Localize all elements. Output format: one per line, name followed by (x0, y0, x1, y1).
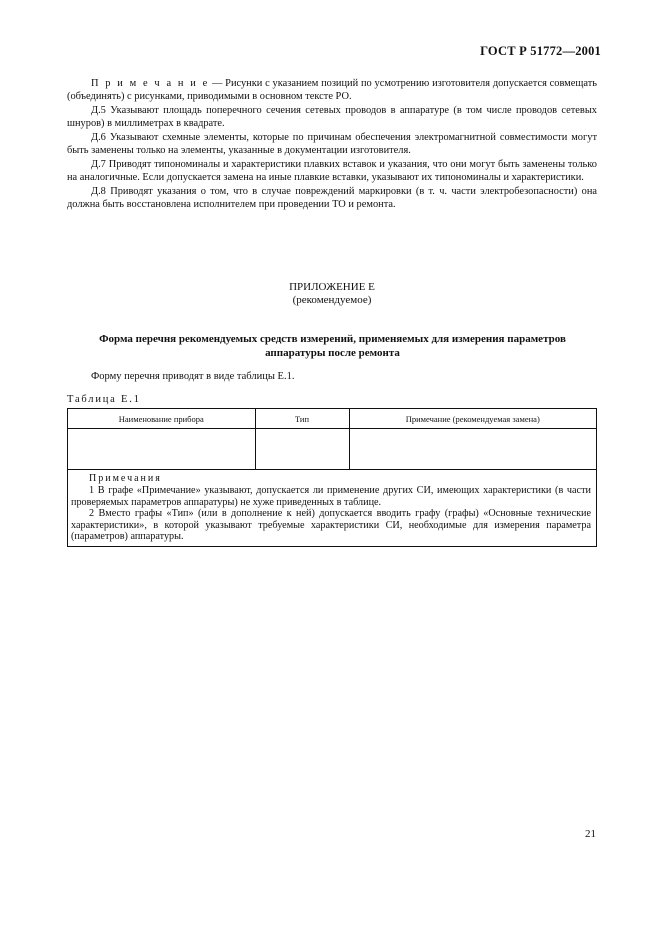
table-note-1: 1 В графе «Примечание» указывают, допускается ли применение других СИ, имеющих характеристики (в части проверяемых параметров аппаратуры) не хуже приведенных в таблице. (71, 485, 591, 508)
appendix-heading (67, 281, 597, 307)
paragraph-d8: Д.8 Приводят указания о том, что в случае повреждений маркировки (в т. ч. части электробезопасности) она должна быть восстановлена исполнителем при проведении ТО и ремонта. (67, 186, 597, 211)
instruments-table (68, 409, 596, 470)
table-notes-title: Примечания (89, 473, 162, 484)
table-e1 (67, 408, 597, 547)
paragraph-d5: Д.5 Указывают площадь поперечного сечения сетевых проводов в аппаратуре (в том числе проводов сетевых шнуров) в миллиметрах в квадрате. (67, 105, 597, 129)
table-header-row (68, 409, 596, 429)
paragraph-d6: Д.6 Указывают схемные элементы, которые по причинам обеспечения электромагнитной совместимости могут быть заменены только на элементы, указанные в документации изготовителя. (67, 132, 597, 156)
form-title: Форма перечня рекомендуемых средств измерений, применяемых для измерения параметров аппаратуры после ремонта (99, 333, 566, 359)
table-note-2: 2 Вместо графы «Тип» (или в дополнение к ней) допускается вводить графу (графы) «Основные технические характеристики», в которой указывают требуемые характеристики СИ, необходимые для измерения параметра (параметров) аппаратуры. (71, 508, 591, 543)
appendix-title: ПРИЛОЖЕНИЕ Е (289, 281, 375, 293)
note-paragraph (67, 78, 597, 104)
page-number: 21 (585, 828, 596, 840)
column-header-instrument-name: Наименование прибора (68, 409, 255, 429)
table-row (68, 429, 596, 470)
form-intro: Форму перечня приводят в виде таблицы Е.1. (91, 371, 295, 382)
document-code-header: ГОСТ Р 51772—2001 (480, 44, 601, 58)
table-cell (255, 429, 349, 470)
column-header-note: Примечание (рекомендуемая замена) (349, 409, 596, 429)
note-text: — Рисунки с указанием позиций по усмотрению изготовителя допускается совмещать (объединять) с рисунками, приводимыми в основном тексте РО. (67, 78, 597, 102)
table-cell (68, 429, 255, 470)
table-cell (349, 429, 596, 470)
appendix-subtitle: (рекомендуемое) (292, 294, 372, 306)
column-header-type: Тип (255, 409, 349, 429)
note-label: П р и м е ч а н и е (91, 78, 210, 89)
paragraph-d7: Д.7 Приводят типономиналы и характеристики плавких вставок и указания, что они могут быть заменены только на аналогичные. Если допускается замена на иные плавкие вставки, указывают их типономиналы и характеристики. (67, 159, 597, 184)
table-notes (68, 470, 596, 546)
body-text (67, 78, 597, 213)
table-caption: Таблица Е.1 (67, 394, 141, 405)
